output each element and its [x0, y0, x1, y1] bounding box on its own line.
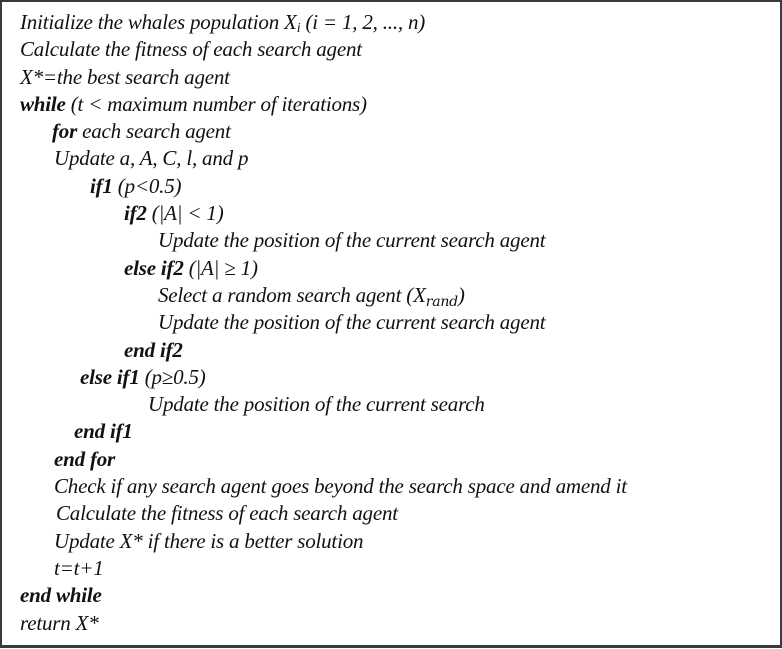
pseudocode-line: [2, 364, 780, 391]
subscript: i: [296, 21, 301, 36]
statement-text: Update the position of the current search agent: [158, 310, 546, 335]
pseudocode-line: [2, 391, 780, 418]
statement-text: (p≥0.5): [139, 364, 206, 389]
statement-text: t=t+1: [54, 555, 104, 580]
keyword: end if2: [124, 337, 183, 362]
keyword: if2: [124, 201, 147, 226]
statement-text: Update the position of the current search: [148, 392, 485, 417]
statement-text: (p<0.5): [112, 173, 182, 198]
pseudocode-line: [2, 255, 780, 282]
pseudocode-line: [2, 610, 780, 637]
pseudocode-line: [2, 200, 780, 227]
pseudocode-line: [2, 9, 780, 36]
keyword: else if2: [124, 255, 184, 280]
pseudocode-line: [2, 582, 780, 609]
statement-text: Update the position of the current search agent: [158, 228, 546, 253]
pseudocode-line: [2, 36, 780, 63]
statement-text: return X*: [20, 610, 99, 635]
statement-text: Update a, A, C, l, and p: [54, 146, 249, 171]
pseudocode-line: [2, 145, 780, 172]
pseudocode-line: [2, 91, 780, 118]
pseudocode-line: [2, 309, 780, 336]
keyword: if1: [90, 173, 113, 198]
pseudocode-line: [2, 282, 780, 309]
statement-text: Select a random search agent (X: [158, 282, 426, 307]
statement-text: Update X* if there is a better solution: [54, 528, 364, 553]
pseudocode-line: [2, 118, 780, 145]
keyword: end while: [20, 583, 102, 608]
pseudocode: [2, 9, 780, 637]
pseudocode-line: [2, 227, 780, 254]
statement-text: Initialize the whales population X: [20, 10, 297, 34]
statement-text: (|A| < 1): [146, 201, 224, 226]
statement-text: Check if any search agent goes beyond the search space and amend it: [54, 474, 627, 499]
pseudocode-line: [2, 473, 780, 500]
pseudocode-line: [2, 555, 780, 582]
statement-text: X*=the best search agent: [20, 64, 230, 89]
pseudocode-line: [2, 418, 780, 445]
statement-text: (t < maximum number of iterations): [65, 91, 367, 116]
statement-tail: (i = 1, 2, ..., n): [300, 10, 426, 34]
pseudocode-line: [2, 528, 780, 555]
statement-text: (|A| ≥ 1): [183, 255, 258, 280]
keyword: while: [20, 91, 66, 116]
statement-tail: ): [457, 282, 465, 307]
pseudocode-line: [2, 500, 780, 527]
pseudocode-line: [2, 337, 780, 364]
subscript: rand: [425, 293, 458, 310]
pseudocode-line: [2, 446, 780, 473]
pseudocode-line: [2, 64, 780, 91]
statement-text: Calculate the fitness of each search agent: [56, 501, 398, 526]
statement-text: each search agent: [77, 119, 231, 144]
keyword: end for: [54, 446, 116, 471]
keyword: else if1: [80, 364, 140, 389]
keyword: for: [52, 119, 78, 144]
pseudocode-line: [2, 173, 780, 200]
statement-text: Calculate the fitness of each search agent: [20, 37, 362, 62]
keyword: end if1: [74, 419, 133, 444]
